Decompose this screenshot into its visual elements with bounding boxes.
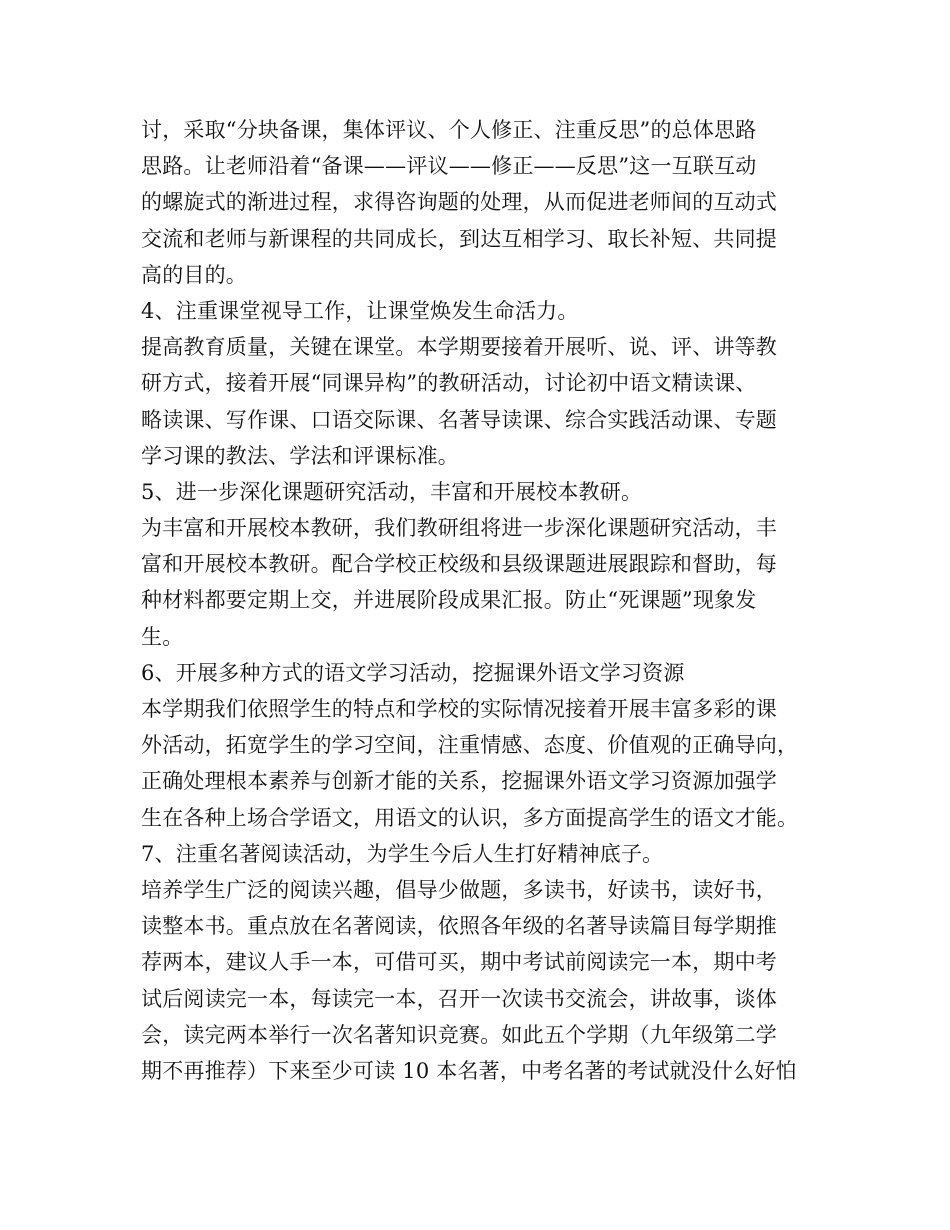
text-line: 生在各种上场合学语文，用语文的认识，多方面提高学生的语文才能。 [141, 805, 799, 830]
text-line: 略读课、写作课、口语交际课、名著导读课、综合实践活动课、专题 [141, 407, 777, 432]
text-line: 富和开展校本教研。配合学校正校级和县级课题进展跟踪和督助，每 [141, 552, 777, 577]
text-line: 高的目的。 [141, 262, 247, 287]
text-line: 的螺旋式的渐进过程，求得咨询题的处理，从而促进老师间的互动式 [141, 190, 777, 215]
text-line: 试后阅读完一本，每读完一本，召开一次读书交流会，讲故事，谈体 [141, 986, 777, 1011]
text-line: 为丰富和开展校本教研，我们教研组将进一步深化课题研究活动，丰 [141, 516, 777, 541]
text-line: 会，读完两本举行一次名著知识竞赛。如此五个学期（九年级第二学 [141, 1022, 777, 1047]
text-line: 本学期我们依照学生的特点和学校的实际情况接着开展丰富多彩的课 [141, 697, 777, 721]
text-line: 荐两本，建议人手一本，可借可买，期中考试前阅读完一本，期中考 [141, 950, 777, 975]
text-line: 培养学生广泛的阅读兴趣，倡导少做题，多读书，好读书，读好书， [141, 877, 777, 902]
text-line: 思路。让老师沿着“备课——评议——修正——反思”这一互联互动 [141, 154, 757, 179]
text-line: 研方式，接着开展“同课异构”的教研活动，讨论初中语文精读课、 [141, 371, 757, 396]
text-line: 读整本书。重点放在名著阅读，依照各年级的名著导读篇目每学期推 [141, 914, 777, 939]
text-line: 学习课的教法、学法和评课标准。 [141, 443, 459, 468]
text-line: 交流和老师与新课程的共同成长，到达互相学习、取长补短、共同提 [141, 226, 777, 251]
text-line: 生。 [141, 624, 184, 649]
document-body [141, 112, 821, 1089]
text-line: 外活动，拓宽学生的学习空间，注重情感、态度、价值观的正确导向， [141, 733, 799, 758]
section-heading-4: 4、注重课堂视导工作，让课堂焕发生命活力。 [141, 298, 579, 323]
text-line: 正确处理根本素养与创新才能的关系，挖掘课外语文学习资源加强学 [141, 769, 777, 794]
text-line: 讨，采取“分块备课，集体评议、个人修正、注重反思”的总体思路 [141, 118, 757, 142]
text-line: 期不再推荐）下来至少可读 10 本名著，中考名著的考试就没什么好怕 [141, 1058, 797, 1083]
section-heading-6: 6、开展多种方式的语文学习活动，挖掘课外语文学习资源 [141, 660, 685, 685]
section-heading-5: 5、进一步深化课题研究活动，丰富和开展校本教研。 [141, 479, 643, 504]
section-heading-7: 7、注重名著阅读活动，为学生今后人生打好精神底子。 [141, 841, 664, 866]
text-line: 种材料都要定期上交，并进展阶段成果汇报。防止“死课题”现象发 [141, 588, 757, 613]
text-line: 提高教育质量，关键在课堂。本学期要接着开展听、说、评、讲等教 [141, 335, 777, 360]
